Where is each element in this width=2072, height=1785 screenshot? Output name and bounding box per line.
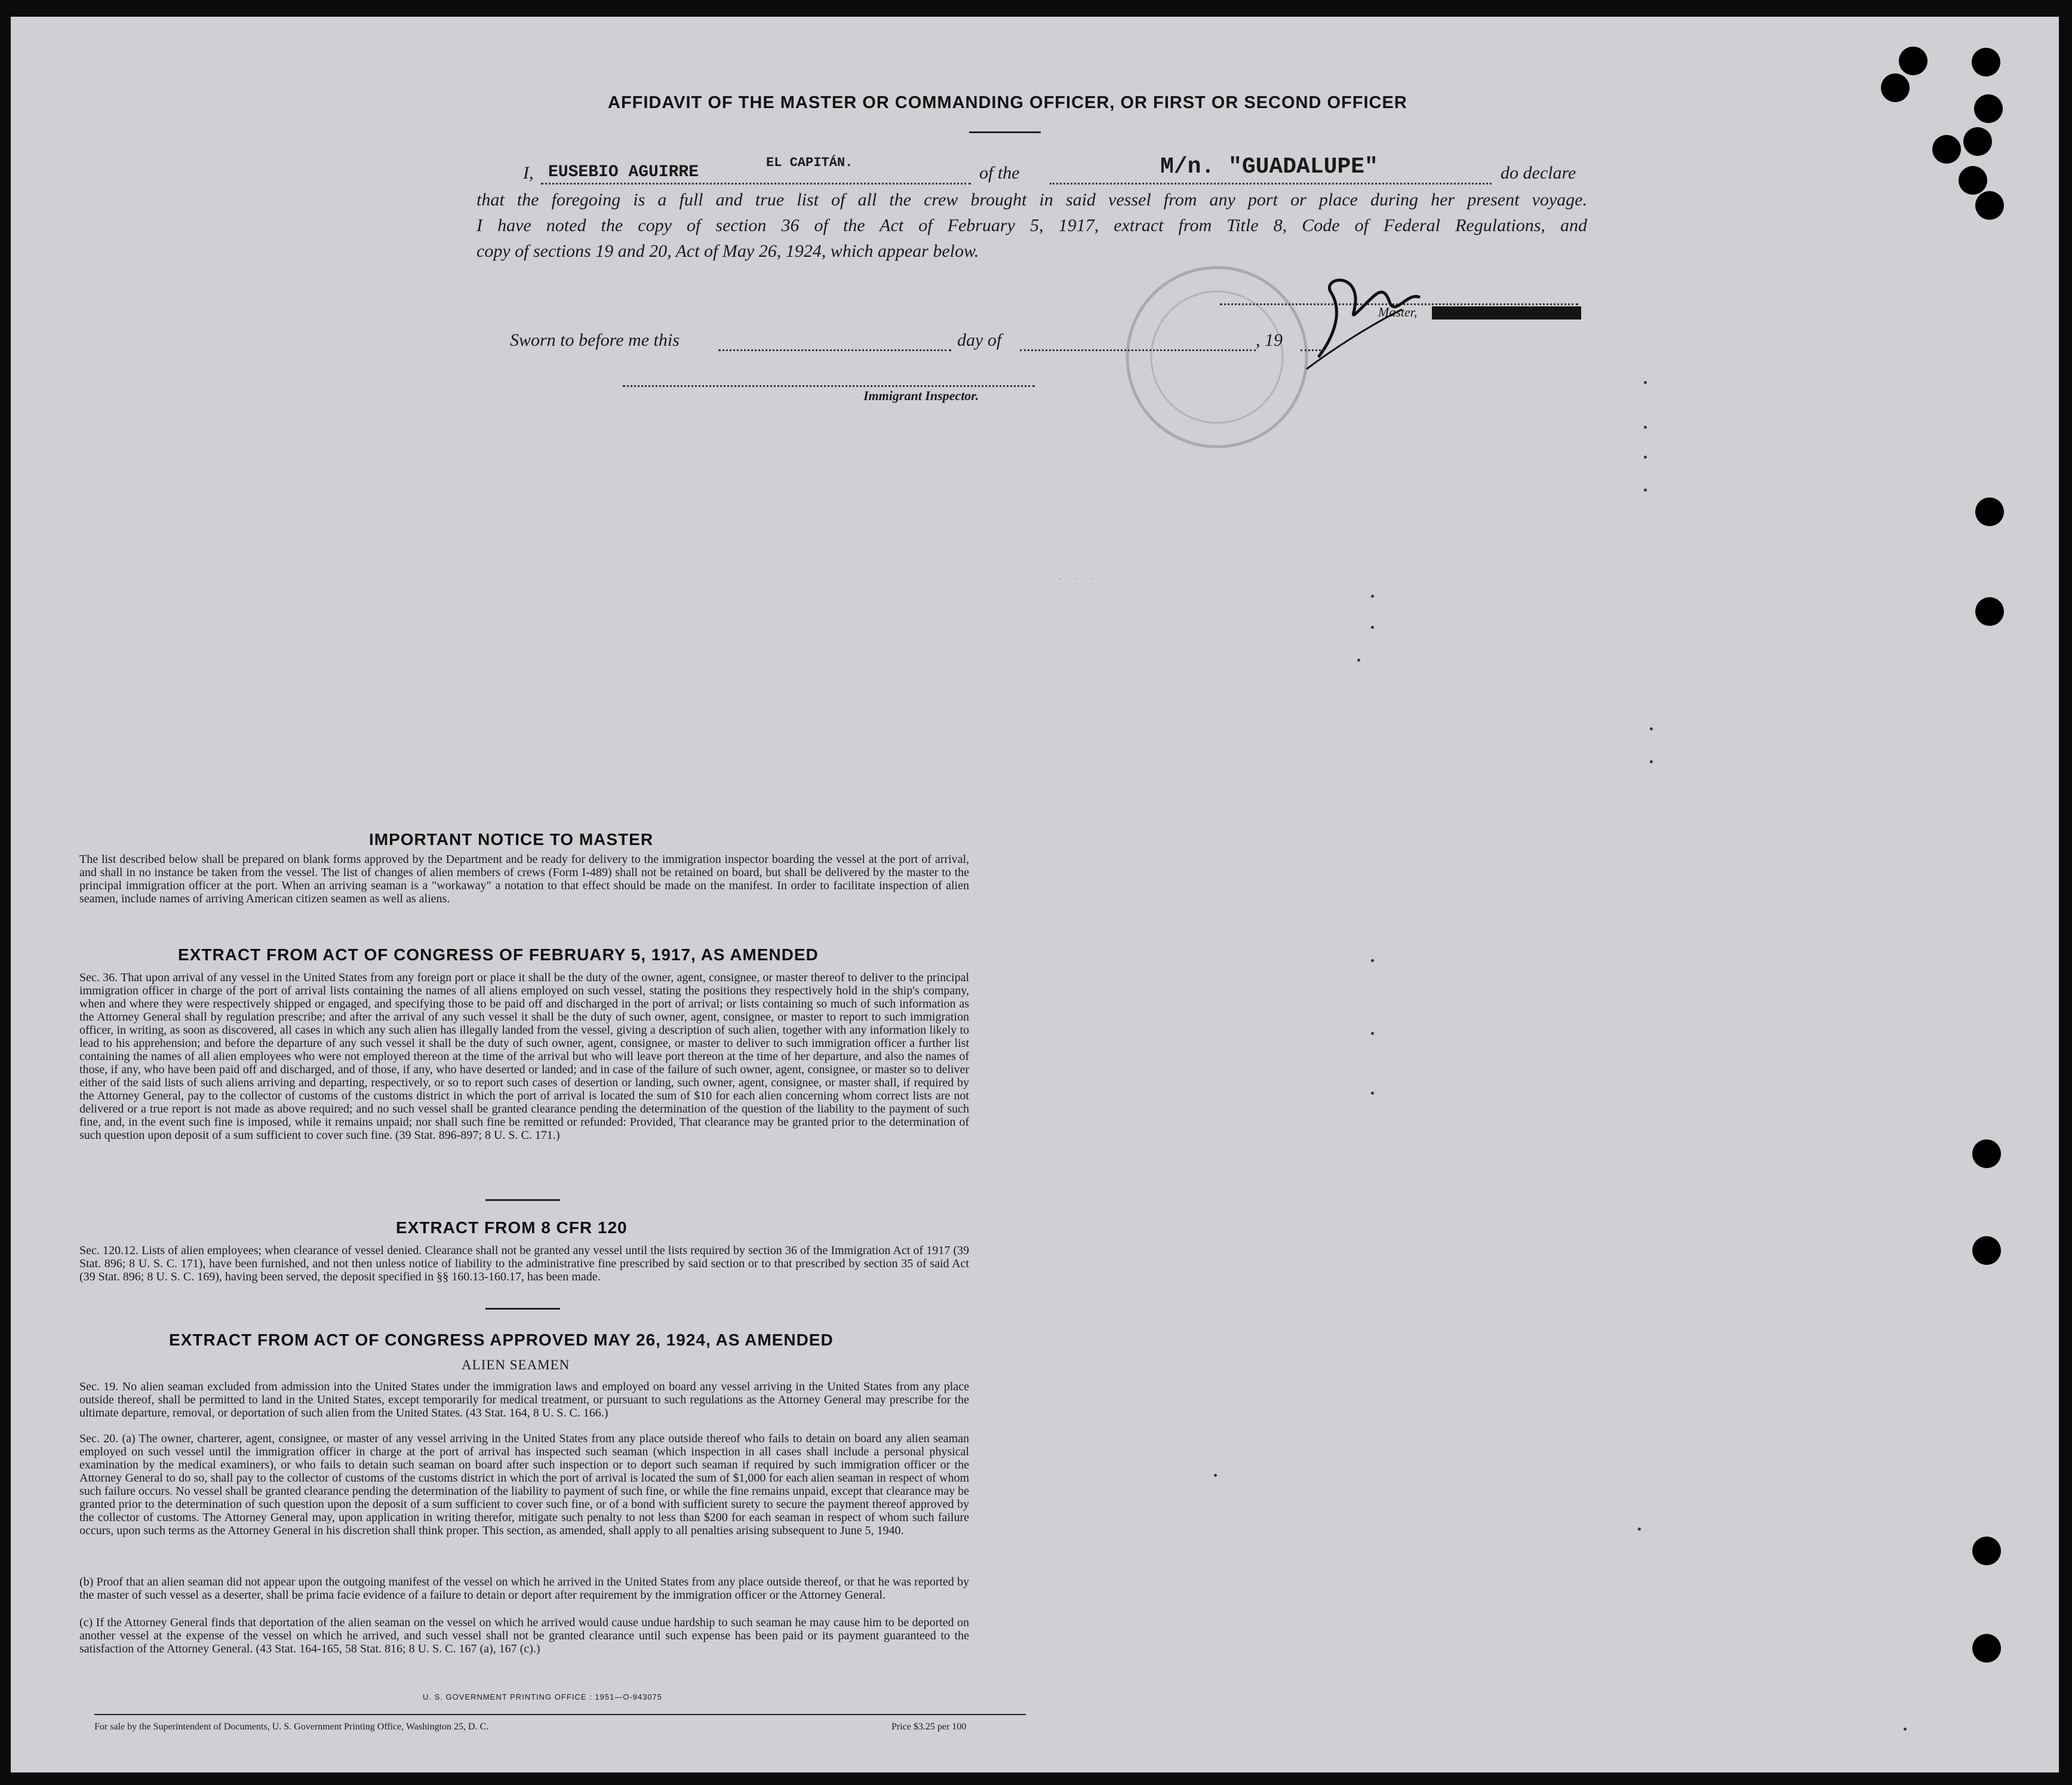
document-page (11, 17, 2059, 1772)
alien-seamen-subtitle: ALIEN SEAMEN (462, 1357, 570, 1372)
sale-notice: For sale by the Superintendent of Documents, U. S. Government Printing Office, Washington 25, D. C. (94, 1722, 489, 1732)
extract-cfr-body: Sec. 120.12. Lists of alien employees; when clearance of vessel denied. Clearance shall not be granted any vessel until the lists required by section 36 of the Immigration Act of 1917 (39 Stat. 896; 8 U. S. C. 171), have been furnished, and not then unless notice of liability to the administrative fine prescribed by said section or to that prescribed by section 35 of said Act (39 Stat. 896; 8 U. S. C. 169), having been served, the deposit specified in §§ 160.13-160.17, has been made. (79, 1244, 969, 1283)
do-declare-label: do declare (1501, 163, 1576, 183)
inspector-label: Immigrant Inspector. (863, 388, 979, 403)
punch-hole (1972, 48, 2000, 76)
punch-hole (1975, 597, 2004, 626)
sworn-day-line (718, 349, 951, 351)
punch-hole (1974, 94, 2003, 123)
of-the-label: of the (979, 163, 1020, 183)
punch-hole (1899, 47, 1927, 75)
stray-mark (1371, 1032, 1374, 1035)
extract-1924-title: EXTRACT FROM ACT OF CONGRESS APPROVED MAY 26, 1924, AS AMENDED (169, 1331, 834, 1349)
official-stamp (1118, 259, 1315, 456)
section-20b-body: (b) Proof that an alien seaman did not appear upon the outgoing manifest of the vessel on which he arrived in the United States from any place outside thereof, or that he was reported by the master of such vessel as a deserter, shall be prima facie evidence of a failure to detain or deport after requirement by the immigration officer or the Attorney General. (79, 1575, 969, 1602)
vessel-line (1050, 183, 1492, 185)
section-20c-body: (c) If the Attorney General finds that deportation of the alien seaman on the vessel on which he arrived would cause undue hardship to such seaman he may cause him to be deported on another vessel at the expense of the vessel on which he arrived, and such vessel shall not be granted clearance until such expense has been paid or its payment guaranteed to the satisfaction of the Attorney General. (43 Stat. 164-165, 58 Stat. 816; 8 U. S. C. 167 (a), 167 (c).) (79, 1616, 969, 1655)
master-name: EUSEBIO AGUIRRE (548, 163, 699, 182)
affidavit-line-2: that the foregoing is a full and true list of all the crew brought in said vessel from any port or place during her present voyage. (477, 190, 1587, 210)
vessel-name: M/n. "GUADALUPE" (1160, 154, 1378, 180)
stray-mark (1357, 659, 1360, 662)
footer-rule (94, 1714, 1026, 1715)
punch-hole (1972, 1236, 2001, 1265)
section-19-body: Sec. 19. No alien seaman excluded from admission into the United States under the immigration laws and employed on board any vessel arriving in the United States from any place outside thereof, shall be permitted to land in the United States, except temporarily for medical treatment, or pursuant to such regulations as the Attorney General may prescribe for the ultimate departure, removal, or deportation of such alien from the United States. (43 Stat. 164, 8 U. S. C. 166.) (79, 1380, 969, 1420)
price-notice: Price $3.25 per 100 (891, 1722, 967, 1732)
punch-hole (1972, 1537, 2001, 1565)
punch-hole (1972, 1139, 2001, 1168)
section-rule (485, 1308, 560, 1310)
stray-mark (1650, 760, 1653, 763)
stray-mark (1644, 489, 1647, 491)
notice-title: IMPORTANT NOTICE TO MASTER (369, 830, 654, 849)
day-of-label: day of (957, 330, 1002, 350)
punch-hole (1972, 1634, 2001, 1663)
sworn-month-line (1020, 349, 1256, 351)
stray-mark (1644, 456, 1647, 459)
stray-mark (1904, 1728, 1907, 1731)
title-rule (969, 131, 1041, 133)
stray-mark (1214, 1474, 1217, 1477)
section-20a-body: Sec. 20. (a) The owner, charterer, agent, consignee, or master of any vessel arriving in the United States from any place outside thereof who fails to detain on board any alien seaman employed on such vessel until the immigration officer in charge at the port of arrival has inspected such seaman (which inspection in all cases shall include a personal physical examination by the medical examiners), or who fails to detain such seaman on board after such inspection or to deport such seaman if required by such immigration officer or the Attorney General to do so, shall pay to the collector of customs of the customs district in which the port of arrival is located the sum of $1,000 for each alien seaman in respect of whom such failure occurs. No vessel shall be granted clearance pending the determination of the liability to payment of such fine, or while the fine remains unpaid, except that clearance may be granted prior to the determination of such question upon the deposit of a sum sufficient to cover such fine, or of a bond with sufficient surety to secure the payment thereof approved by the collector of customs. The Attorney General may, upon application in writing therefor, mitigate such penalty to not less than $200 for each seaman in respect of whom such failure occurs, upon such terms as the Attorney General in his discretion shall think proper. This section, as amended, shall apply to all penalties arising subsequent to June 5, 1940. (79, 1432, 969, 1537)
affidavit-title: AFFIDAVIT OF THE MASTER OR COMMANDING OFFICER, OR FIRST OR SECOND OFFICER (608, 93, 1407, 112)
stray-mark (1371, 626, 1374, 629)
stray-mark (1644, 426, 1647, 429)
notice-body: The list described below shall be prepared on blank forms approved by the Department and be ready for delivery to the immigration inspector boarding the vessel at the port of arrival, and shall in no instance be taken from the vessel. The list of changes of alien members of crews (Form I-489) shall not be retained on board, but shall be delivered by the master to the principal immigration officer at the port. When an arriving seaman is a "workaway" a notation to that effect should be made on the manifest. In order to facilitate inspection of alien seamen, include names of arriving American citizen seamen as well as aliens. (79, 853, 969, 905)
punch-hole (1932, 135, 1961, 164)
punch-hole (1975, 497, 2004, 526)
bleed-text: . . . (1056, 569, 1096, 584)
stray-mark (1371, 959, 1374, 962)
inspector-line (623, 385, 1035, 387)
stray-mark (1638, 1528, 1641, 1531)
gpo-imprint: U. S. GOVERNMENT PRINTING OFFICE : 1951—O-943075 (423, 1692, 663, 1701)
sworn-year-line (1301, 349, 1324, 351)
stray-mark (1371, 1092, 1374, 1095)
master-label: Master, (1378, 305, 1418, 319)
name-line (541, 183, 971, 185)
redaction-bar (1432, 306, 1581, 319)
stray-mark (1371, 595, 1374, 598)
extract-1917-body: Sec. 36. That upon arrival of any vessel in the United States from any foreign port or place it shall be the duty of the owner, agent, consignee, or master thereof to deliver to the principal immigration officer in charge of the port of arrival lists containing the names of all aliens employed on such vessel, stating the positions they respectively hold in the ship's company, when and where they were respectively shipped or engaged, and specifying those to be paid off and discharged in the port of arrival; or lists containing so much of such information as the Attorney General shall by regulation prescribe; and after the arrival of any such vessel it shall be the duty of such owner, agent, consignee, or master to report to such immigration officer, in writing, as soon as discovered, all cases in which any such alien has illegally landed from the vessel, giving a description of such alien, together with any information likely to lead to his apprehension; and before the departure of any such vessel it shall be the duty of such owner, agent, consignee, or master to deliver to such immigration officer a further list containing the names of all alien employees who were not employed thereon at the time of the arrival but who will leave port thereon at the time of her departure, and also the names of those, if any, who have been paid off and discharged, and of those, if any, who have deserted or landed; and in case of the failure of such owner, agent, consignee, or master so to deliver either of the said lists of such aliens arriving and departing, respectively, or so to report such cases of desertion or landing, such owner, agent, consignee, or master shall, if required by the Attorney General, pay to the collector of customs of the customs district in which the port of arrival is located the sum of $10 for each alien concerning whom correct lists are not delivered or a true report is not made as above required; and no such vessel shall be granted clearance pending the determination of the question of the liability to the payment of such fine, and, in the event such fine is imposed, while it remains unpaid; nor shall such fine be remitted or refunded: Provided, That clearance may be granted prior to the determination of such question upon deposit of a sum sufficient to cover such fine. (39 Stat. 896-897; 8 U. S. C. 171.) (79, 971, 969, 1142)
extract-1917-title: EXTRACT FROM ACT OF CONGRESS OF FEBRUARY 5, 1917, AS AMENDED (178, 945, 819, 964)
punch-hole (1975, 191, 2004, 220)
stray-mark (1644, 381, 1647, 384)
sworn-label: Sworn to before me this (510, 330, 680, 350)
i-label: I, (523, 163, 534, 183)
punch-hole (1963, 127, 1992, 156)
year-label: , 19 (1256, 330, 1283, 350)
punch-hole (1959, 166, 1987, 195)
master-rank: EL CAPITÁN. (766, 155, 853, 170)
punch-hole (1881, 73, 1910, 102)
stray-mark (1650, 727, 1653, 730)
section-rule (485, 1199, 560, 1201)
affidavit-line-3: I have noted the copy of section 36 of the Act of February 5, 1917, extract from Title 8, Code of Federal Regulations, and (477, 216, 1587, 235)
affidavit-line-4: copy of sections 19 and 20, Act of May 26, 1924, which appear below. (477, 241, 979, 261)
extract-cfr-title: EXTRACT FROM 8 CFR 120 (396, 1218, 628, 1237)
